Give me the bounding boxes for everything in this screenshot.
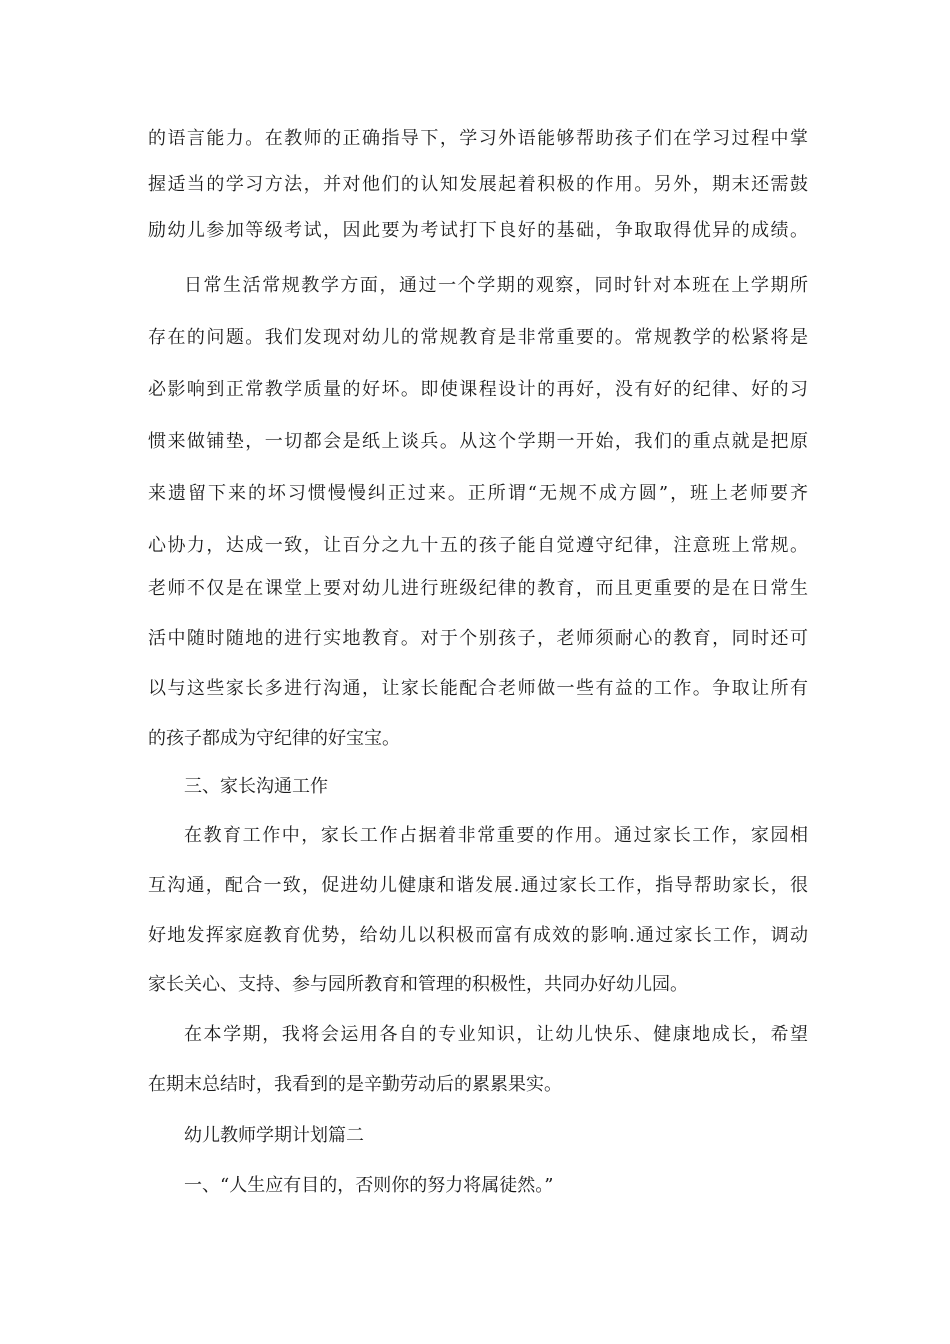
paragraph-line: 心协力，达成一致，让百分之九十五的孩子能自觉遵守纪律，注意班上常规。 [148,535,808,556]
paragraph-line: 的孩子都成为守纪律的好宝宝。 [148,728,400,749]
paragraph-line: 家长关心、支持、参与园所教育和管理的积极性，共同办好幼儿园。 [148,974,688,995]
section-heading: 一、“人生应有目的，否则你的努力将属徒然。” [184,1175,554,1196]
paragraph-line: 以与这些家长多进行沟通，让家长能配合老师做一些有益的工作。争取让所有 [148,678,808,699]
section-heading: 幼儿教师学期计划篇二 [184,1125,364,1146]
paragraph-line: 在教育工作中，家长工作占据着非常重要的作用。通过家长工作，家园相 [184,825,808,846]
paragraph-line: 日常生活常规教学方面，通过一个学期的观察，同时针对本班在上学期所 [184,275,808,296]
paragraph-line: 必影响到正常教学质量的好坏。即使课程设计的再好，没有好的纪律、好的习 [148,379,808,400]
paragraph-line: 好地发挥家庭教育优势，给幼儿以积极而富有成效的影响.通过家长工作，调动 [148,925,808,946]
paragraph-line: 惯来做铺垫，一切都会是纸上谈兵。从这个学期一开始，我们的重点就是把原 [148,431,808,452]
paragraph-line: 存在的问题。我们发现对幼儿的常规教育是非常重要的。常规教学的松紧将是 [148,327,808,348]
paragraph-line: 互沟通，配合一致，促进幼儿健康和谐发展.通过家长工作，指导帮助家长，很 [148,875,808,896]
paragraph-line: 握适当的学习方法，并对他们的认知发展起着积极的作用。另外，期末还需鼓 [148,174,808,195]
paragraph-line: 在期末总结时，我看到的是辛勤劳动后的累累果实。 [148,1074,562,1095]
paragraph-line: 励幼儿参加等级考试，因此要为考试打下良好的基础，争取取得优异的成绩。 [148,220,808,241]
paragraph-line: 在本学期，我将会运用各自的专业知识，让幼儿快乐、健康地成长，希望 [184,1024,808,1045]
section-heading: 三、家长沟通工作 [184,776,328,797]
paragraph-line: 的语言能力。在教师的正确指导下，学习外语能够帮助孩子们在学习过程中掌 [148,128,808,149]
paragraph-line: 活中随时随地的进行实地教育。对于个别孩子，老师须耐心的教育，同时还可 [148,628,808,649]
paragraph-line: 老师不仅是在课堂上要对幼儿进行班级纪律的教育，而且更重要的是在日常生 [148,578,808,599]
paragraph-line: 来遗留下来的坏习惯慢慢纠正过来。正所谓“无规不成方圆”，班上老师要齐 [148,483,808,504]
